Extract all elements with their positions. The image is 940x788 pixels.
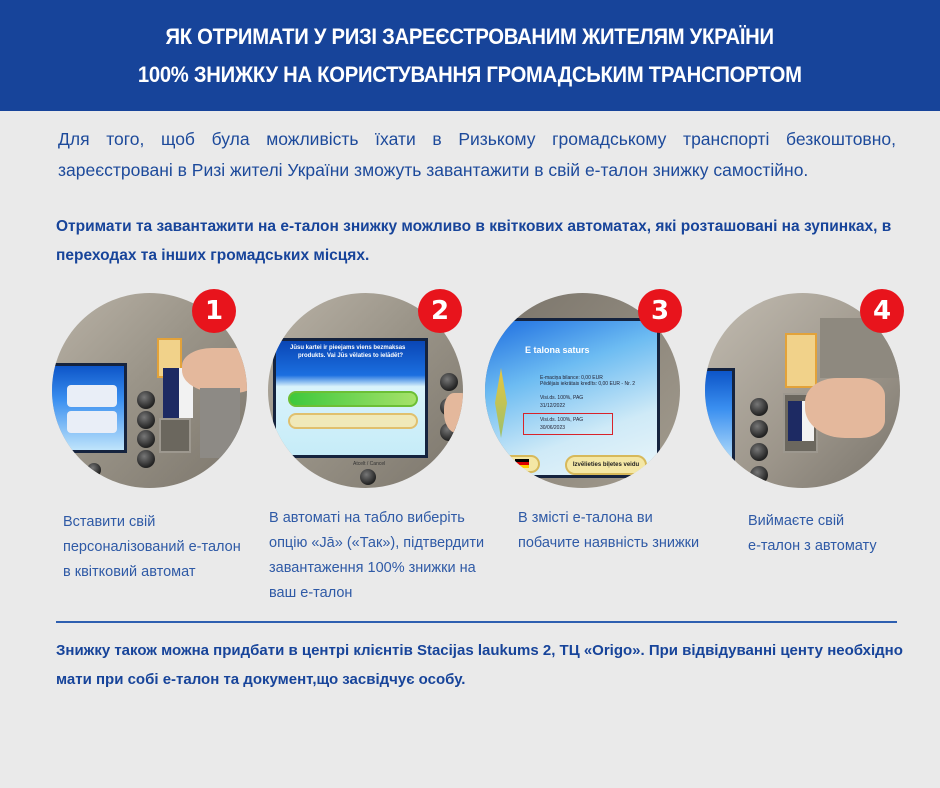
machine-screen: [52, 363, 127, 453]
step-3-photo: E talona saturs E-maciņa bilance: 0,00 EUR Pēdējais iekrātais kredīts: 0,00 EUR - Nr. 2 Visi.ds. 100%, PAG 31/12/2022 Visi.ds. 100%, PAG 30/06/2023 Izvēlieties biļetes veidu: [485, 293, 680, 488]
page-title-line-1: ЯК ОТРИМАТИ У РИЗІ ЗАРЕЄСТРОВАНИМ ЖИТЕЛЯМ УКРАЇНИ: [165, 23, 775, 49]
etalon-card: [788, 401, 802, 441]
intro-paragraph: Для того, щоб була можливість їхати в Ризькому громадському транспорті безкоштовно, зареєстровані в Ризі жителі України зможуть завантажити в свій е-талон знижку самостійно.: [58, 129, 896, 180]
machine-screen: [705, 368, 735, 468]
etalon-card: [163, 368, 179, 418]
cancel-label: Atcelt / Cancel: [353, 461, 386, 467]
step-3-badge: 3: [638, 289, 682, 333]
option-no-button: [288, 413, 418, 429]
step-1-caption: Вставити свій персоналізований е-талон в квітковий автомат: [63, 514, 241, 580]
screen-title: E talona saturs: [525, 345, 590, 355]
header-banner: [0, 0, 940, 111]
step-2-caption: В автоматі на табло виберіть опцію «Jā» («Так»), підтвердити завантаження 100% знижки на ваш е-талон: [269, 510, 485, 601]
step-3-caption: В змісті е-талона ви побачите наявність знижки: [518, 510, 700, 551]
hand: [805, 378, 885, 438]
machine-button: [137, 411, 155, 429]
option-yes-button: [288, 391, 418, 407]
hand: [182, 348, 247, 393]
step-1-badge: 1: [192, 289, 236, 333]
step-2-badge: 2: [418, 289, 462, 333]
step-4-badge: 4: [860, 289, 904, 333]
screen-question: Jūsu kartei ir pieejams viens bezmaksas: [290, 345, 406, 351]
machine-button: [137, 450, 155, 468]
intro-bold-paragraph: Отримати та завантажити на е-талон знижку можливо в квіткових автоматах, які розташовані на зупинках, в переходах та інших громадських місцях.: [56, 218, 892, 264]
page-title-line-2: 100% ЗНИЖКУ НА КОРИСТУВАННЯ ГРОМАДСЬКИМ ТРАНСПОРТОМ: [138, 61, 802, 87]
section-divider: [56, 621, 897, 623]
step-2-photo: Jūsu kartei ir pieejams viens bezmaksas produkts. Vai Jūs vēlaties to ielādēt? Atcelt / Cancel: [268, 293, 463, 488]
card-slot: [159, 418, 191, 453]
machine-button: [137, 391, 155, 409]
finger: [444, 393, 463, 433]
choose-ticket-type-button: Izvēlieties biļetes veidu: [565, 455, 647, 475]
machine-button: [137, 430, 155, 448]
step-4-caption: Виймаєте свій е-талон з автомату: [748, 513, 877, 554]
footer-note: Знижку також можна придбати в центрі клієнтів Stacijas laukums 2, ТЦ «Origo». При відвідуванні центу необхідно мати при собі е-талон та документ,що засвідчує особу.: [56, 642, 903, 688]
